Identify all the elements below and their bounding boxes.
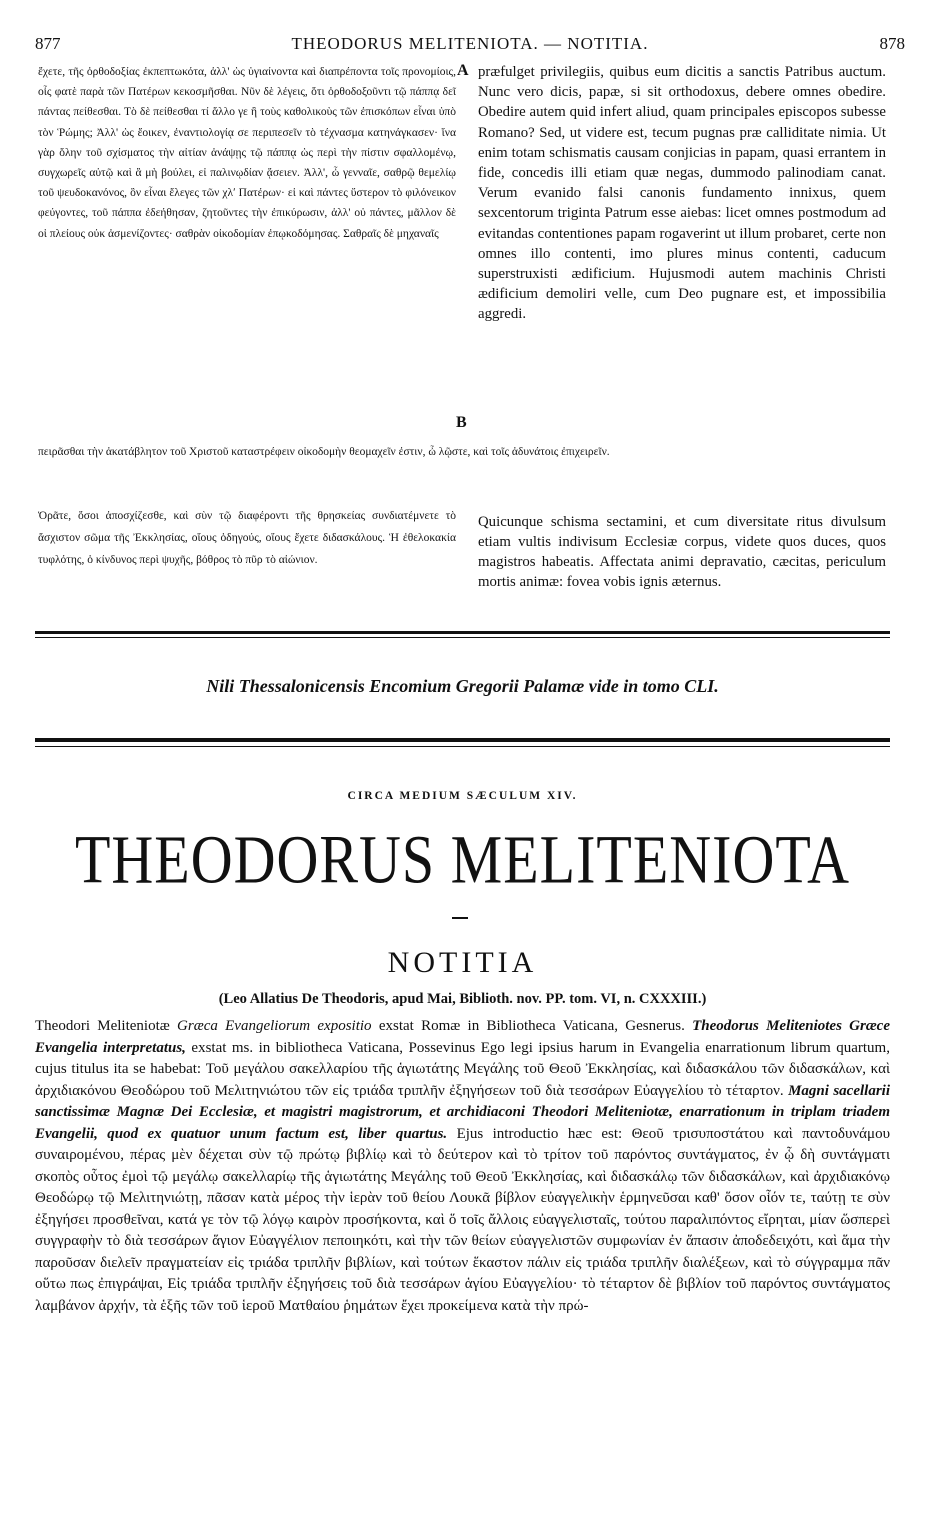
section-divider-thin	[35, 746, 890, 747]
latin-paragraph-2: Quicunque schisma sectamini, et cum diversitate ritus divulsum etiam vultis indivisum Ecclesiæ corpus, videte quos duces, quos magistros habeatis. Affectata animi depravatio, cæcitas, periculum mortis animæ: fovea vobis ignis æternus.	[478, 513, 886, 590]
margin-letter-b: B	[456, 414, 467, 431]
divider-thin	[35, 637, 890, 638]
latin-paragraph: præfulget privilegiis, quibus eum dicitis a sanctis Patribus auctum. Nunc vero dicis, papæ, si sit orthodoxus, debere omnes obedire. Obedire autem quid infert aliud, quam principales episcopos subesse Romano? Sed, ut videre est, tecum pugnas præ calliditate nimia. Ut enim totam schismatis causam conjicias in papam, quasi errantem in fide, concedis illi etiam quæ negas, dummodo palinodiam canat. Verum evanido falsi canonis fundamento innixus, quem sexcentorum triginta Patrum esse aiebas: licet omnes postmodum ad evitandas contentiones papam rogaverint ut illum probaret, certe non omnes illo contenti, imo plures minus contenti, caducum superstruxisti ædificium. Hujusmodi autem machinis Christi ædificium demoliri velle, cum Deo pugnare est, et impossibilia aggredi.	[478, 64, 886, 323]
section-subtitle: NOTITIA	[387, 946, 538, 979]
body-text: Theodori Meliteniotæ	[35, 1018, 178, 1034]
body-text: exstat Romæ in Bibliotheca Vaticana, Gesnerus.	[371, 1018, 693, 1034]
latin-column-1	[478, 62, 886, 325]
source-note: (Leo Allatius De Theodoris, apud Mai, Biblioth. nov. PP. tom. VI, n. CXXXIII.)	[218, 991, 707, 1007]
running-title: THEODORUS MELITENIOTA. — NOTITIA.	[291, 34, 649, 53]
page-number-left: 877	[35, 34, 61, 53]
notitia-body	[35, 1016, 890, 1317]
body-italic: Græca Evangeliorum expositio	[177, 1018, 372, 1034]
page-number-right: 878	[879, 34, 905, 53]
body-italic: Theodorus Meliteniotes Græce Evangelia interpretatus,	[35, 1018, 890, 1056]
period-heading: CIRCA MEDIUM SÆCULUM XIV.	[347, 790, 578, 802]
margin-letter-a: A	[457, 62, 469, 79]
greek-full-line: πειρᾶσθαι τὴν ἀκατάβλητον τοῦ Χριστοῦ καταστρέφειν οἰκοδομὴν θεομαχεῖν ἐστιν, ὦ λῷστε, καὶ τοῖς ἀδυνάτοις ἐπιχειρεῖν.	[38, 446, 610, 458]
body-text: exstat ms. in bibliotheca Vaticana, Possevinus Ego legi ipsius harum in Evangelia enarrationum librum quartum, cujus titulus ita se habebat: Τοῦ μεγάλου σακελλαρίου τῆς ἁγιωτάτης Μεγάλης τοῦ Θεοῦ Ἐκκλησίας, καὶ διδασκάλου τῶν διδασκάλων, καὶ ἀρχιδιακόνου Θεοδώρου τοῦ Μελιτηνιώτου τῶν εἰς τριάδα τριπλῆν ἐξηγήσεων τοῦ διὰ τεσσάρων Εὐαγγελίου τὸ τέταρτον.	[35, 1039, 890, 1099]
greek-column-2	[38, 493, 456, 582]
section-title: THEODORUS MELITENIOTA	[74, 821, 851, 898]
body-text: Ejus introductio hæc est: Θεοῦ τρισυποστάτου καὶ παντοδυνάμου συναιρομένου, πέρας μὲν δέχεται σὺν τῷ πρώτῳ βιβλίῳ καὶ τὸ δεύτερον καὶ τὸ τρίτον τοῦ παρόντος συντάγματος, ἐν ᾧ δὴ συντάγματι σκοπὸς οὗτος ἐμοὶ τῷ μεγάλῳ σακελλαρίῳ τῆς ἁγιωτάτης Μεγάλης τοῦ Θεοῦ Ἐκκλησίας, καὶ διδασκάλῳ τῶν διδασκάλων, καὶ ἀρχιδιακόνῳ Θεοδώρῳ τῷ Μελιτηνιώτῃ, πᾶσαν κατὰ μέρος τὴν ἱερὰν τοῦ θείου Λουκᾶ βίβλον εὐαγγελικὴν ἑρμηνεῦσαι καθ' ὅσον οἷόν τε, ταύτῃ τε σὺν ἐξηγήσει προσθεῖναι, κατά γε τὸν τῷ λόγῳ καιρὸν προσήκοντα, καὶ ὅ τοῖς ἄλλοις εὐαγγελισταῖς, τούτου παραλιπόντος εἴρηται, μίαν ὥσπερεὶ συγγραφὴν τὸ διὰ τεσσάρων ἅγιον Εὐαγγέλιον πεποιηκότι, καὶ τὴν τῶν θείων εὐαγγελιστῶν συμφωνίαν ἐν ἅπασιν ἀποδεδειχότι, καὶ ἅμα τὴν παροῦσαν διελεῖν πραγματείαν εἰς τριάδα τριπλῆν βιβλίων, καὶ τούτων ἕκαστον πάλιν εἰς τριάδα τριπλῆν διαλέξεων, καὶ τὸ σύγγραμμα πᾶν οὕτω πως ἐπιγράψαι, Εἰς τριάδα τριπλῆν ἐξηγήσεις τοῦ διὰ τεσσάρων ἁγίου Εὐαγγελίου· τὸ τέταρτον δὲ βιβλίον τοῦ παρόντος συντάγματος λαμβάνον ἀρχήν, τὰ ἑξῆς τῶν τοῦ ἱεροῦ Ματθαίου ῥημάτων ἔχει προκείμενα κατὰ τὴν πρώ-	[35, 1125, 890, 1314]
divider-thick	[35, 631, 890, 634]
body-italic: Magni sacellarii sanctissimæ Magnæ Dei Ecclesiæ, et magistri magistrorum, et archidiaconi Theodori Meliteniotæ, enarrationum in triplam triadem Evangelii, quod ex quatuor unum factum est, liber quartus.	[35, 1082, 890, 1142]
greek-paragraph: ἔχετε, τῆς ὀρθοδοξίας ἐκπεπτωκότα, ἀλλ' ὡς ὑγιαίνοντα καὶ διαπρέποντα τοῖς προνομίοις, οἷς φατὲ παρὰ τῶν Πατέρων κεκοσμῆσθαι. Νῦν δὲ λέγεις, ὅτι ὀρθοδοξοῦντι τῷ πάππᾳ δεῖ πάντας πείθεσθαι. Τὸ δὲ πείθεσθαι τί ἄλλο γε ἢ τοὺς καθολικοὺς τῶν ἐπισκόπων εἶναι ὑπὸ τὸν Ῥώμης; Ἀλλ' ὡς ἔοικεν, ἐναντιολογίᾳ σε περιπεσεῖν τὸ τέχνασμα κατηνάγκασεν· ἵνα γὰρ ὅλην τοῦ σχίσματος τὴν αἰτίαν ἀνάψῃς τῷ πάππᾳ ὡς περὶ τὴν πίστιν σφαλλομένῳ, συγχωρεῖς αὐτῷ καὶ ἃ μὴ βούλει, εἰ παλινῳδίαν ᾄσειεν. Ἀλλ', ὦ γενναῖε, σαθρῷ θεμελίῳ τοῦ ψευδοκανόνος, ὃν εἶναι ἔλεγες τῶν χλʹ Πατέρων· εἰ καὶ πάντες ὕστερον τὸ φιλόνεικον φεύγοντες, τοῦ πάππα ἐδεήθησαν, ζητοῦντες τὴν ἐπικύρωσιν, ἀλλ' οὐ πάντες, μᾶλλον δὲ οἱ πλείους οὐκ ἀσμενίζοντες· σαθρὰν οἰκοδομίαν ἐπῳκοδόμησας. Σαθραῖς δὲ μηχαναῖς	[38, 66, 456, 240]
running-header	[35, 34, 905, 58]
greek-paragraph-2: Ὁρᾶτε, ὅσοι ἀποσχίζεσθε, καὶ σὺν τῷ διαφέροντι τῆς θρησκείας συνδιατέμνετε τὸ ἄσχιστον σῶμα τῆς Ἐκκλησίας, οἵους ὁδηγούς, οἵους ἔχετε διδασκάλους. Ἡ ἐθελοκακία τυφλότης, ὁ κίνδυνος περὶ ψυχῆς, βόθρος τὸ πῦρ τὸ αἰώνιον.	[38, 509, 456, 566]
greek-column-1	[38, 62, 456, 244]
section-divider-thick	[35, 738, 890, 742]
latin-column-2	[478, 497, 886, 607]
cross-reference: Nili Thessalonicensis Encomium Gregorii Palamæ vide in tomo CLI.	[206, 676, 719, 696]
title-dash	[452, 917, 468, 919]
